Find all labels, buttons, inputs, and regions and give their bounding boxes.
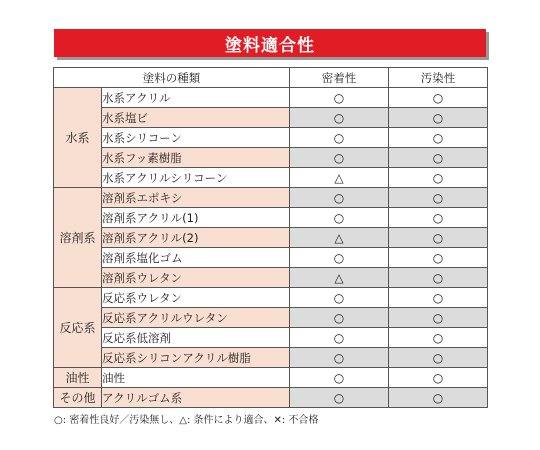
adhesion-rating: ○	[290, 108, 389, 128]
adhesion-rating: ○	[290, 308, 389, 328]
contamination-rating: ○	[389, 168, 488, 188]
header-adhesion: 密着性	[290, 68, 389, 88]
paint-name: 水系フッ素樹脂	[102, 148, 290, 168]
table-row	[54, 308, 488, 328]
adhesion-rating: ○	[290, 188, 389, 208]
table-row	[54, 268, 488, 288]
paint-name: アクリルゴム系	[102, 388, 290, 408]
header-paint-type: 塗料の種類	[54, 68, 290, 88]
contamination-rating: ○	[389, 288, 488, 308]
adhesion-rating: ○	[290, 348, 389, 368]
table-row	[54, 148, 488, 168]
paint-name: 反応系アクリルウレタン	[102, 308, 290, 328]
contamination-rating: ○	[389, 148, 488, 168]
group-label: 水系	[54, 88, 102, 188]
paint-name: 水系塩ビ	[102, 108, 290, 128]
adhesion-rating: ○	[290, 88, 389, 108]
contamination-rating: ○	[389, 228, 488, 248]
table-row	[54, 328, 488, 348]
paint-name: 溶剤系塩化ゴム	[102, 248, 290, 268]
group-label: 油性	[54, 368, 102, 388]
group-label: その他	[54, 388, 102, 408]
paint-name: 反応系低溶剤	[102, 328, 290, 348]
adhesion-rating: △	[290, 228, 389, 248]
legend-footnote: ○: 密着性良好／汚染無し、△: 条件により適合、✕: 不合格	[54, 415, 319, 426]
contamination-rating: ○	[389, 188, 488, 208]
contamination-rating: ○	[389, 388, 488, 408]
contamination-rating: ○	[389, 348, 488, 368]
table-row	[54, 128, 488, 148]
group-label: 反応系	[54, 288, 102, 368]
paint-name: 油性	[102, 368, 290, 388]
adhesion-rating: ○	[290, 328, 389, 348]
contamination-rating: ○	[389, 88, 488, 108]
adhesion-rating: ○	[290, 148, 389, 168]
adhesion-rating: ○	[290, 128, 389, 148]
paint-name: 水系アクリル	[102, 88, 290, 108]
compatibility-table	[53, 67, 488, 408]
group-label: 溶剤系	[54, 188, 102, 288]
title-banner	[54, 29, 486, 57]
contamination-rating: ○	[389, 308, 488, 328]
table-row	[54, 108, 488, 128]
contamination-rating: ○	[389, 368, 488, 388]
header-row	[54, 68, 488, 88]
contamination-rating: ○	[389, 128, 488, 148]
contamination-rating: ○	[389, 328, 488, 348]
adhesion-rating: ○	[290, 288, 389, 308]
header-contamination: 汚染性	[389, 68, 488, 88]
paint-name: 溶剤系アクリル(1)	[102, 208, 290, 228]
adhesion-rating: ○	[290, 388, 389, 408]
contamination-rating: ○	[389, 108, 488, 128]
adhesion-rating: ○	[290, 248, 389, 268]
table-row	[54, 368, 488, 388]
paint-name: 溶剤系アクリル(2)	[102, 228, 290, 248]
adhesion-rating: ○	[290, 368, 389, 388]
page-title: 塗料適合性	[225, 35, 315, 56]
table-row	[54, 288, 488, 308]
table-row	[54, 188, 488, 208]
table-row	[54, 208, 488, 228]
paint-name: 溶剤系エポキシ	[102, 188, 290, 208]
paint-name: 水系アクリルシリコーン	[102, 168, 290, 188]
table-row	[54, 388, 488, 408]
paint-name: 反応系ウレタン	[102, 288, 290, 308]
contamination-rating: ○	[389, 248, 488, 268]
paint-name: 溶剤系ウレタン	[102, 268, 290, 288]
adhesion-rating: ○	[290, 208, 389, 228]
table-row	[54, 88, 488, 108]
paint-name: 反応系シリコンアクリル樹脂	[102, 348, 290, 368]
table-row	[54, 168, 488, 188]
contamination-rating: ○	[389, 208, 488, 228]
adhesion-rating: △	[290, 168, 389, 188]
table-row	[54, 248, 488, 268]
contamination-rating: ○	[389, 268, 488, 288]
table-row	[54, 228, 488, 248]
paint-name: 水系シリコーン	[102, 128, 290, 148]
table-row	[54, 348, 488, 368]
adhesion-rating: △	[290, 268, 389, 288]
